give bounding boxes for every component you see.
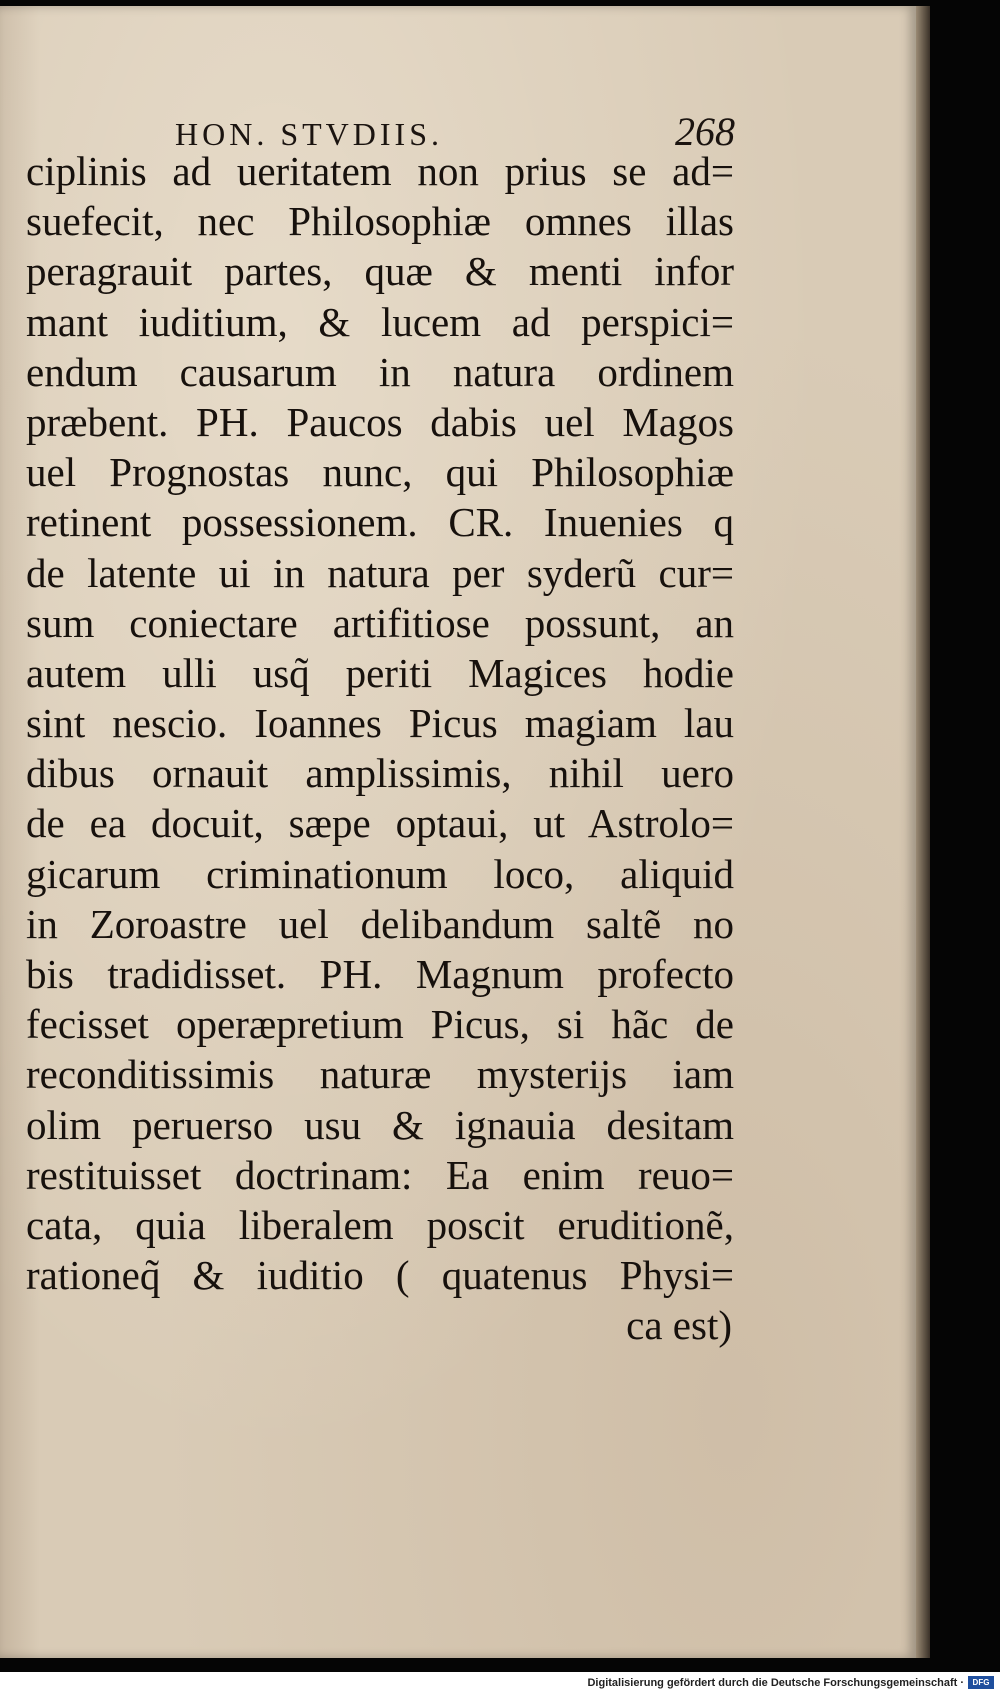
text-line: præbent. PH. Paucos dabis uel Magos bbox=[26, 398, 734, 445]
page-edge bbox=[916, 6, 930, 1658]
text-line: peragrauit partes, quæ & menti infor bbox=[26, 248, 734, 295]
funding-credit: Digitalisierung gefördert durch die Deutsche Forschungsgemeinschaft · bbox=[587, 1676, 964, 1689]
text-line: restituisset doctrinam: Ea enim reuo= bbox=[26, 1151, 734, 1198]
text-line: ciplinis ad ueritatem non prius se ad= bbox=[26, 148, 734, 194]
text-line: reconditissimis naturæ mysterijs iam bbox=[26, 1051, 734, 1098]
text-line: suefecit, nec Philosophiæ omnes illas bbox=[26, 198, 734, 245]
text-line: dibus ornauit amplissimis, nihil uero bbox=[26, 750, 734, 797]
text-line: uel Prognostas nunc, qui Philosophiæ bbox=[26, 449, 734, 496]
digitization-footer bbox=[0, 1672, 1000, 1693]
text-line: endum causarum in natura ordinem bbox=[26, 348, 734, 395]
book-page bbox=[0, 6, 916, 1658]
text-line: sum coniectare artifitiose possunt, an bbox=[26, 599, 734, 646]
text-line: de latente ui in natura per syderũ cur= bbox=[26, 549, 734, 596]
text-line: rationeq̃ & iuditio ( quatenus Physi= bbox=[26, 1252, 734, 1299]
text-line: autem ulli usq̃ periti Magices hodie bbox=[26, 649, 734, 696]
text-line: mant iuditium, & lucem ad perspici= bbox=[26, 298, 734, 345]
running-head-title: HON. STVDIIS. bbox=[175, 116, 443, 152]
text-line: sint nescio. Ioannes Picus magiam lau bbox=[26, 700, 734, 747]
catchword: ca est) bbox=[626, 1302, 732, 1349]
text-line: in Zoroastre uel delibandum saltẽ no bbox=[26, 900, 734, 947]
text-line: cata, quia liberalem poscit eruditionẽ, bbox=[26, 1201, 734, 1248]
body-text bbox=[26, 146, 734, 1351]
text-line: olim peruerso usu & ignauia desitam bbox=[26, 1101, 734, 1148]
text-line: gicarum criminationum loco, aliquid bbox=[26, 850, 734, 897]
text-line: de ea docuit, sæpe optaui, ut Astrolo= bbox=[26, 800, 734, 847]
text-line: retinent possessionem. CR. Inuenies q bbox=[26, 499, 734, 546]
text-line: fecisset operæpretium Picus, si hãc de bbox=[26, 1001, 734, 1048]
page-number: 268 bbox=[675, 109, 735, 154]
text-line: bis tradidisset. PH. Magnum profecto bbox=[26, 951, 734, 997]
dfg-logo-icon: DFG bbox=[968, 1676, 994, 1689]
